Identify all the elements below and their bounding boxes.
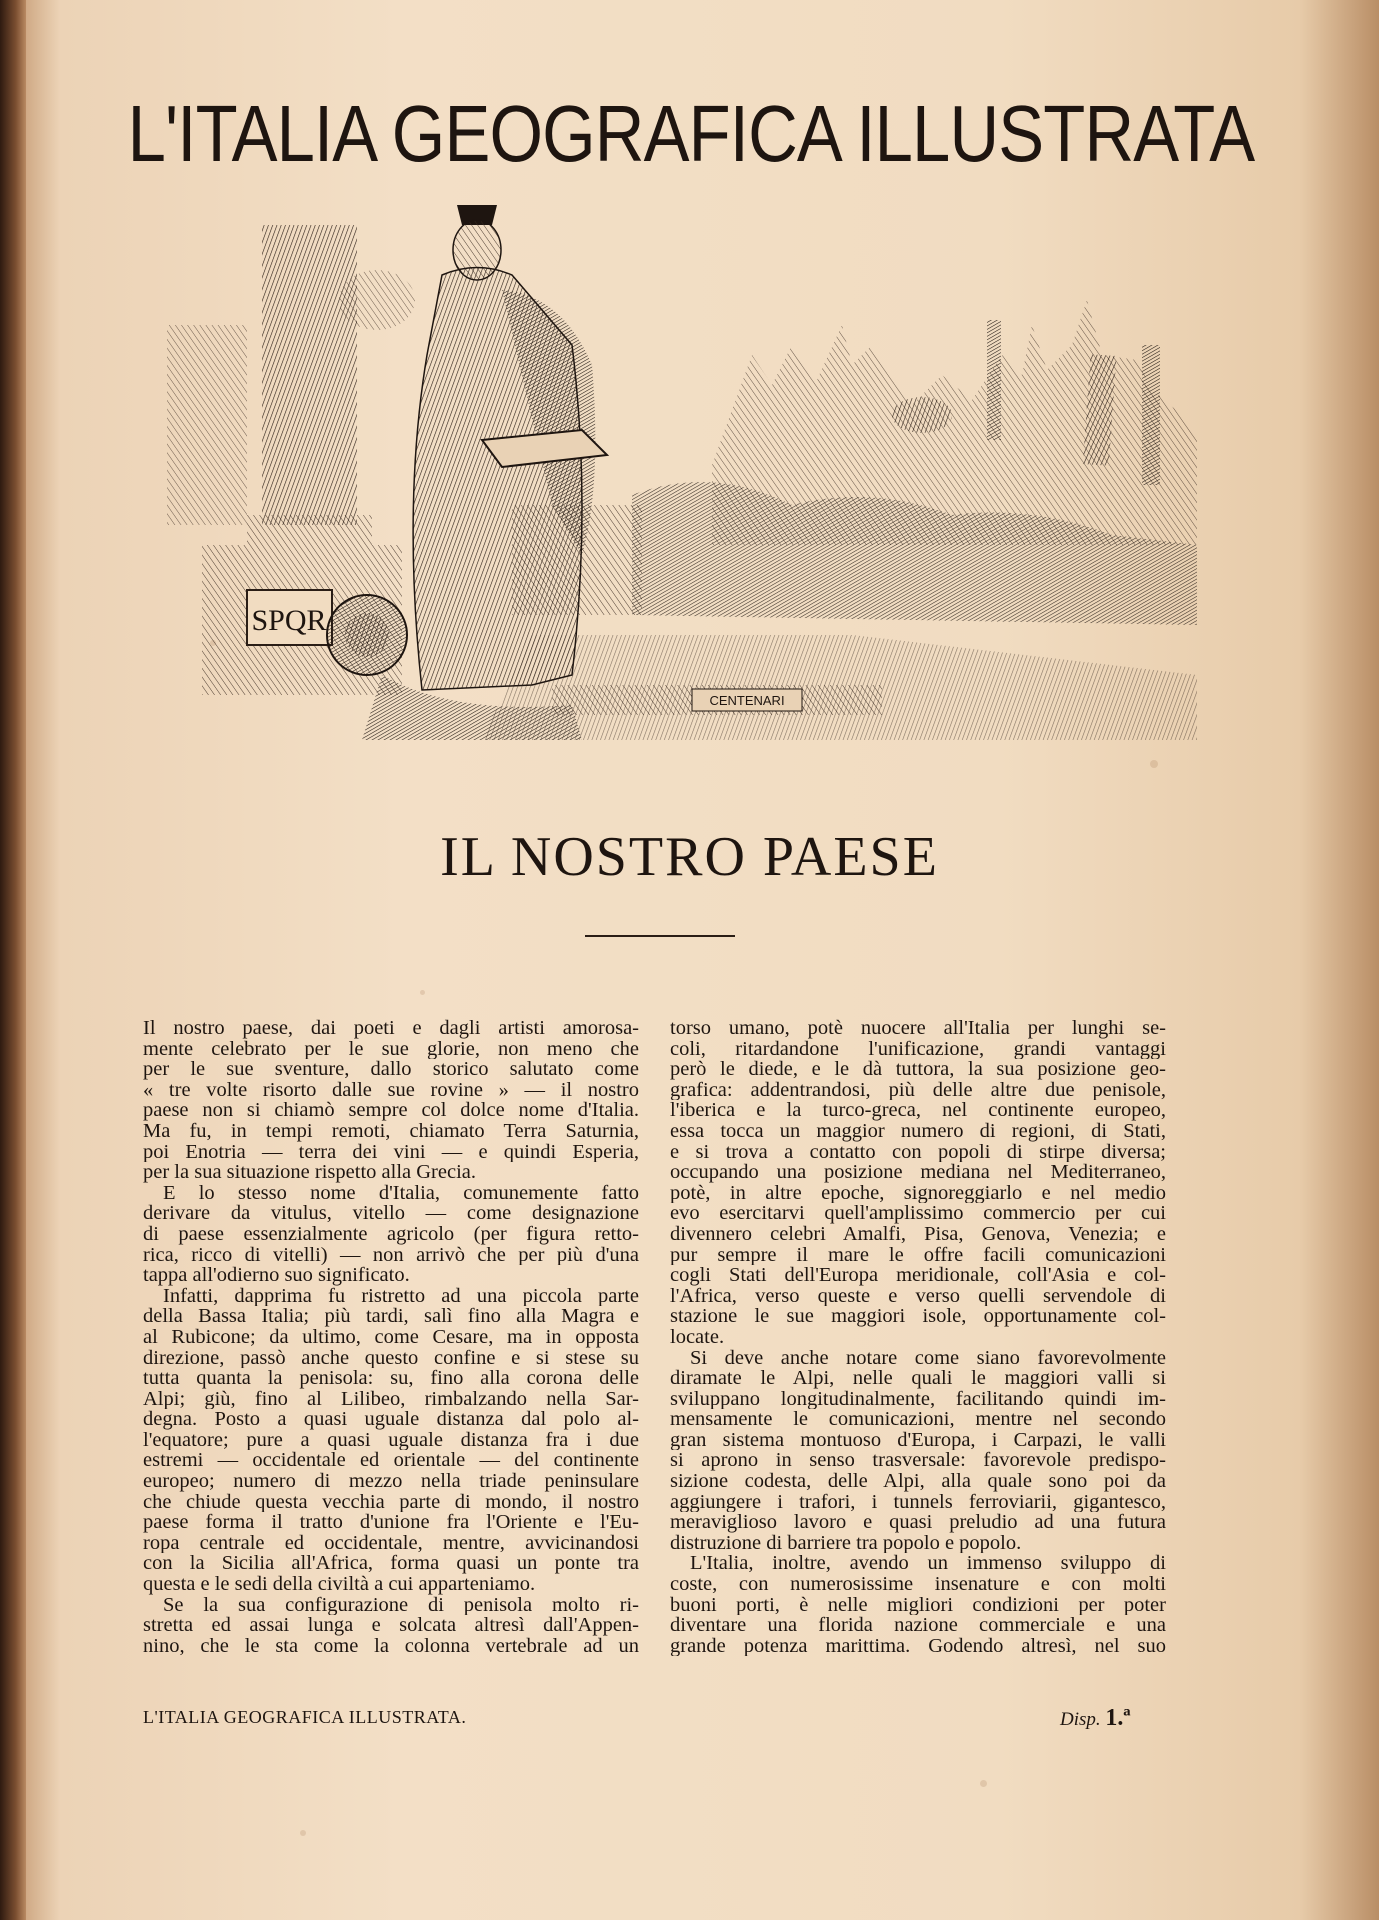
text-line: l'equatore; pure a quasi uguale distanza fra i due (143, 1429, 639, 1451)
text-line: coli, ritardandone l'unificazione, grandi vantaggi (670, 1038, 1166, 1060)
text-line: tutta quanta la penisola: su, fino alla corona delle (143, 1368, 639, 1389)
text-line: aggiungere i trafori, i tunnels ferroviarii, gigantesco, (670, 1491, 1166, 1513)
text-line: potè, in altre epoche, signoreggiarlo e nel medio (670, 1182, 1166, 1204)
text-line: locate. (670, 1326, 725, 1348)
text-line: della Bassa Italia; più tardi, salì fino alla Magra e (143, 1306, 639, 1327)
text-line: che chiude questa vecchia parte di mondo, il nostro (143, 1491, 639, 1513)
text-line: grande potenza marittima. Godendo altresì, nel suo (670, 1635, 1166, 1657)
text-line: l'iberica e la turco-greca, nel continente europeo, (670, 1100, 1166, 1121)
text-line: paese non si chiamò sempre col dolce nome d'Italia. (143, 1100, 639, 1121)
text-line: per le sue sventure, dallo storico salutato come (143, 1059, 639, 1080)
right-text-column (670, 1018, 1166, 1656)
text-line: questa e le sedi della civiltà a cui apparteniamo. (143, 1574, 536, 1595)
text-line: gran sistema montuoso d'Europa, i Carpazi, le valli (670, 1429, 1166, 1451)
text-line: nino, che le sta come la colonna vertebrale ad un (143, 1635, 639, 1657)
text-line: cogli Stati dell'Europa meridionale, coll'Asia e col- (670, 1265, 1166, 1286)
text-line: divennero celebri Amalfi, Pisa, Genova, Venezia; e (670, 1223, 1166, 1245)
text-line: sviluppano longitudinalmente, facilitando quindi im- (670, 1388, 1166, 1410)
text-line: degna. Posto a quasi uguale distanza dal polo al- (143, 1409, 639, 1430)
text-line: L'Italia, inoltre, avendo un immenso sviluppo di (690, 1553, 1166, 1575)
text-line: diramate le Alpi, nelle quali le maggiori valli si (670, 1368, 1166, 1389)
text-line: Si deve anche notare come siano favorevolmente (690, 1347, 1166, 1369)
text-line: per la sua situazione rispetto alla Grecia. (143, 1162, 476, 1183)
text-line: Infatti, dapprima fu ristretto ad una piccola parte (163, 1285, 639, 1307)
text-line: e si trova a contatto con popoli di stirpe diversa; (670, 1141, 1166, 1163)
text-line: l'Africa, verso queste e verso quelli servendole di (670, 1285, 1166, 1307)
text-line: grafica: addentrandosi, più delle altre due penisole, (670, 1079, 1166, 1101)
text-line: direzione, passò anche questo confine e si stese su (143, 1347, 639, 1369)
issue-label: Disp. (1060, 1709, 1101, 1730)
spqr-plaque: SPQR (251, 604, 327, 637)
ruins-and-column (167, 225, 415, 695)
text-line: sizione codesta, delle Alpi, alla quale sono poi da (670, 1471, 1166, 1492)
text-line: si aprono in senso trasversale: favorevole predispo- (670, 1450, 1166, 1472)
footer-running-title: L'ITALIA GEOGRAFICA ILLUSTRATA. (143, 1707, 467, 1727)
text-line: torso umano, potè nuocere all'Italia per lunghi se- (670, 1018, 1166, 1039)
text-line: ropa centrale ed occidentale, mentre, avvicinandosi (143, 1532, 639, 1554)
text-line: distruzione di barriere tra popolo e popolo. (670, 1532, 1022, 1554)
text-line: derivare da vitulus, vitello — come designazione (143, 1203, 639, 1224)
text-line: meraviglioso lavoro e quasi preludio ad una futura (670, 1512, 1166, 1533)
text-line: Se la sua configurazione di penisola molto ri- (163, 1594, 639, 1616)
text-line: europeo; numero di mezzo nella triade peninsulare (143, 1471, 639, 1492)
text-line: mensamente le comunicazioni, mentre nel secondo (670, 1409, 1166, 1430)
text-line: estremi — occidentale ed orientale — del continente (143, 1450, 639, 1472)
text-line: di paese essenzialmente agricolo (per figura retto- (143, 1223, 639, 1245)
text-line: stazione le sue maggiori isole, opportunamente col- (670, 1306, 1166, 1327)
left-text-column (143, 1018, 639, 1656)
text-line: però le diede, e le dà tuttora, la sua posizione geo- (670, 1059, 1166, 1080)
text-line: paese forma il tratto d'unione fra l'Oriente e l'Eu- (143, 1512, 639, 1533)
headline-rule (585, 935, 735, 937)
issue-number: 1.ª (1105, 1705, 1131, 1731)
text-line: coste, con numerosissime insenature e con molti (670, 1574, 1166, 1595)
text-line: stretta ed assai lunga e solcata altresì dall'Appen- (143, 1615, 639, 1636)
text-line: occupando una posizione mediana nel Mediterraneo, (670, 1162, 1166, 1183)
text-line: tappa all'odierno suo significato. (143, 1265, 410, 1286)
text-line: poi Enotria — terra dei vini — e quindi Esperia, (143, 1141, 639, 1163)
text-line: essa tocca un maggior numero di regioni, di Stati, (670, 1120, 1166, 1142)
engraver-signature: CENTENARI (709, 693, 785, 708)
text-line: diventare una florida nazione commerciale e una (670, 1615, 1166, 1636)
text-line: pur sempre il mare le offre facili comunicazioni (670, 1244, 1166, 1266)
text-line: evo esercitarvi quell'amplissimo commercio per cui (670, 1203, 1166, 1224)
article-headline: IL NOSTRO PAESE (440, 826, 939, 888)
text-line: al Rubicone; da ultimo, come Cesare, ma in opposta (143, 1326, 639, 1348)
allegory-of-italy-engraving (152, 205, 1197, 740)
text-line: Alpi; giù, fino al Lilibeo, rimbalzando nella Sar- (143, 1388, 639, 1410)
text-line: rica, ricco di vitelli) — non arrivò che per più d'una (143, 1244, 639, 1266)
masthead-title: L'ITALIA GEOGRAFICA ILLUSTRATA (127, 89, 1255, 178)
text-line: con la Sicilia all'Africa, forma quasi un ponte tra (143, 1553, 639, 1575)
text-line: mente celebrato per le sue glorie, non meno che (143, 1038, 639, 1060)
text-line: « tre volte risorto dalle sue rovine » — il nostro (143, 1079, 639, 1101)
text-line: Ma fu, in tempi remoti, chiamato Terra Saturnia, (143, 1120, 639, 1142)
text-line: E lo stesso nome d'Italia, comunemente fatto (163, 1182, 639, 1204)
footer-issue-number (1060, 1705, 1131, 1732)
text-line: buoni porti, è nelle migliori condizioni per poter (670, 1594, 1166, 1616)
book-spine (0, 0, 26, 1920)
text-line: Il nostro paese, dai poeti e dagli artisti amorosa- (143, 1018, 639, 1039)
